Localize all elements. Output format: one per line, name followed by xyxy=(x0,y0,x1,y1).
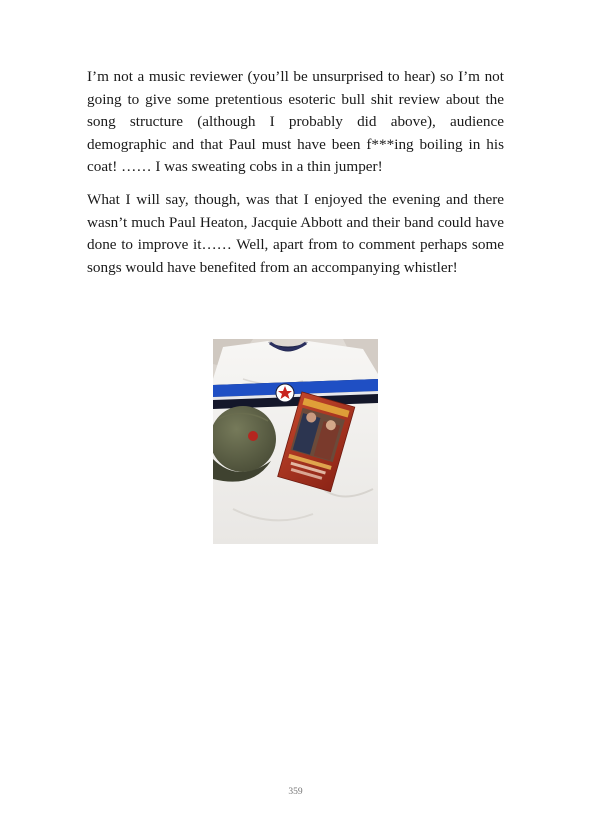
photo-illustration xyxy=(213,339,378,544)
body-text xyxy=(87,66,504,289)
photo-tshirt-cap-booklet xyxy=(213,339,378,544)
cap xyxy=(213,406,276,472)
page-number: 359 xyxy=(288,787,303,797)
paragraph-1: I’m not a music reviewer (you’ll be unsurprised to hear) so I’m not going to give some pretentious esoteric bull shit review about the song structure (although I probably did above), audience demographic and that Paul must have been f***ing boiling in his coat! …… I was sweating cobs in a thin jumper! xyxy=(87,68,504,176)
cap-star-icon xyxy=(248,431,258,441)
paragraph-2: What I will say, though, was that I enjoyed the evening and there wasn’t much Paul Heaton, Jacquie Abbott and their band could have done to improve it…… Well, apart from to comment perhaps some songs would have benefited from an accompanying whistler! xyxy=(87,190,504,276)
